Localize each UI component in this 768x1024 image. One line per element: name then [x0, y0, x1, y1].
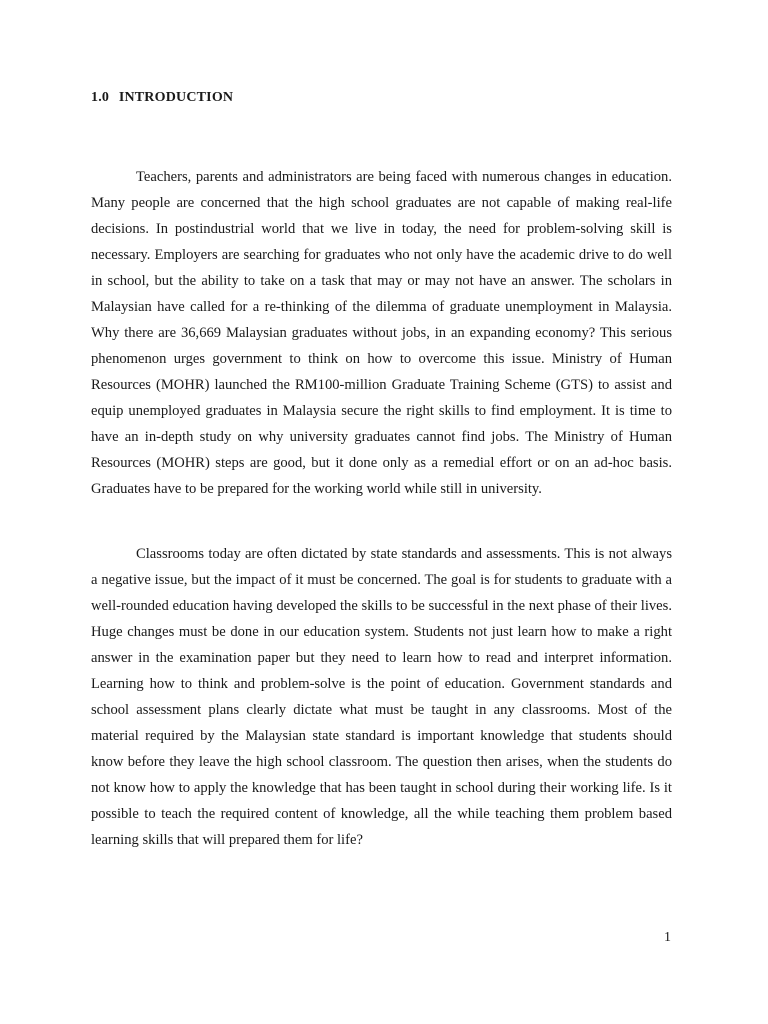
section-heading — [91, 90, 233, 106]
page-number: 1 — [664, 930, 671, 945]
section-number: 1.0 — [91, 90, 110, 105]
paragraph-2: Classrooms today are often dictated by state standards and assessments. This is not always a negative issue, but the impact of it must be concerned. The goal is for students to graduate with a well-rounded education having developed the skills to be successful in the next phase of their lives. Huge changes must be done in our education system. Students not just learn how to make a right answer in the examination paper but they need to learn how to read and interpret information. Learning how to think and problem-solve is the point of education. Government standards and school assessment plans clearly dictate what must be taught in any classrooms. Most of the material required by the Malaysian state standard is important knowledge that students should know before they leave the high school classroom. The question then arises, when the students do not know how to apply the knowledge that has been taught in school during their working life. Is it possible to teach the required content of knowledge, all the while teaching them problem based learning skills that will prepared them for life? — [91, 546, 672, 848]
paragraph-1: Teachers, parents and administrators are being faced with numerous changes in education. Many people are concerned that the high school graduates are not capable of making real-life decisions. In postindustrial world that we live in today, the need for problem-solving skill is necessary. Employers are searching for graduates who not only have the academic drive to do well in school, but the ability to take on a task that may or may not have an answer. The scholars in Malaysian have called for a re-thinking of the dilemma of graduate unemployment in Malaysia. Why there are 36,669 Malaysian graduates without jobs, in an expanding economy? This serious phenomenon urges government to think on how to overcome this issue. Ministry of Human Resources (MOHR) launched the RM100-million Graduate Training Scheme (GTS) to assist and equip unemployed graduates in Malaysia secure the right skills to find employment. It is time to have an in-depth study on why university graduates cannot find jobs. The Ministry of Human Resources (MOHR) steps are good, but it done only as a remedial effort or on an ad-hoc basis. Graduates have to be prepared for the working world while still in university. — [91, 169, 672, 497]
section-title: INTRODUCTION — [118, 90, 234, 105]
